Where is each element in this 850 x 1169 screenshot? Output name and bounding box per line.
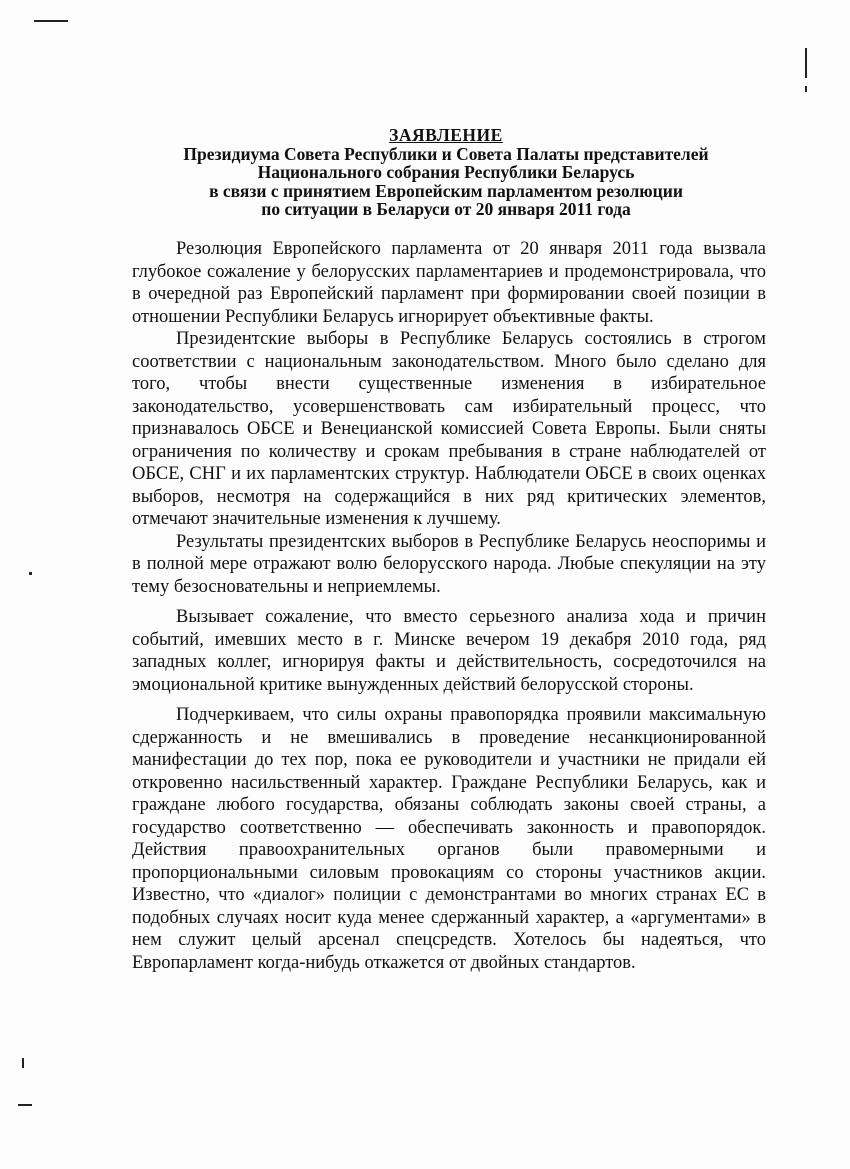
scan-mark-left-2	[22, 1058, 24, 1068]
scan-mark-left-3	[18, 1104, 32, 1106]
paragraph: Результаты президентских выборов в Республике Беларусь неоспоримы и в полной мере отражают волю белорусского народа. Любые спекуляции на эту тему безосновательны и неприемлемы.	[132, 531, 766, 597]
paragraph: Резолюция Европейского парламента от 20 января 2011 года вызвала глубокое сожаление у белорусских парламентариев и продемонстрировала, что в очередной раз Европейский парламент при формировании своей позиции в отношении Республики Беларусь игнорирует объективные факты.	[132, 239, 766, 327]
scan-mark-left-1	[29, 572, 32, 575]
scan-mark-top-right	[805, 48, 807, 78]
paragraph: Президентские выборы в Республике Беларусь состоялись в строгом соответствии с национальным законодательством. Много было сделано для того, чтобы внести существенные изменения в избирательное законодательство, усовершенствовать сам избирательный процесс, что признавалось ОБСЕ и Венецианской комиссией Совета Европы. Были сняты ограничения по количеству и срокам пребывания в стране наблюдателей от ОБСЕ, СНГ и их парламентских структур. Наблюдатели ОБСЕ в своих оценках выборов, несмотря на содержащийся в них ряд критических элементов, отмечают значительные изменения к лучшему.	[132, 329, 766, 529]
document-heading: ЗАЯВЛЕНИЕ	[389, 125, 503, 145]
title-block	[90, 126, 802, 219]
scan-mark-top-right-dot	[805, 86, 807, 92]
document-body	[132, 238, 766, 974]
subtitle-line: Национального собрания Республики Беларусь	[257, 162, 635, 182]
subtitle-line: в связи с принятием Европейским парламентом резолюции	[209, 180, 683, 201]
subtitle-line: Президиума Совета Республики и Совета Палаты представителей	[183, 143, 709, 164]
subtitle-line: по ситуации в Беларуси от 20 января 2011 года	[261, 199, 631, 219]
paragraph: Подчеркиваем, что силы охраны правопорядка проявили максимальную сдержанность и не вмешивались в проведение несанкционированной манифестации до тех пор, пока ее руководители и участники не придали ей откровенно насильственный характер. Граждане Республики Беларусь, как и граждане любого государства, обязаны соблюдать законы своей страны, а государство соответственно — обеспечивать законность и правопорядок. Действия правоохранительных органов были правомерными и пропорциональными силовым провокациям со стороны участников акции. Известно, что «диалог» полиции с демонстрантами во многих странах ЕС в подобных случаях носит куда менее сдержанный характер, а «аргументами» в нем служит целый арсенал спецсредств. Хотелось бы надеяться, что Европарламент когда-нибудь откажется от двойных стандартов.	[132, 705, 766, 973]
scan-mark-top-left	[34, 20, 68, 22]
paragraph: Вызывает сожаление, что вместо серьезного анализа хода и причин событий, имевших место в г. Минске вечером 19 декабря 2010 года, ряд западных коллег, игнорируя факты и действительность, сосредоточился на эмоциональной критике вынужденных действий белорусской стороны.	[132, 607, 766, 695]
